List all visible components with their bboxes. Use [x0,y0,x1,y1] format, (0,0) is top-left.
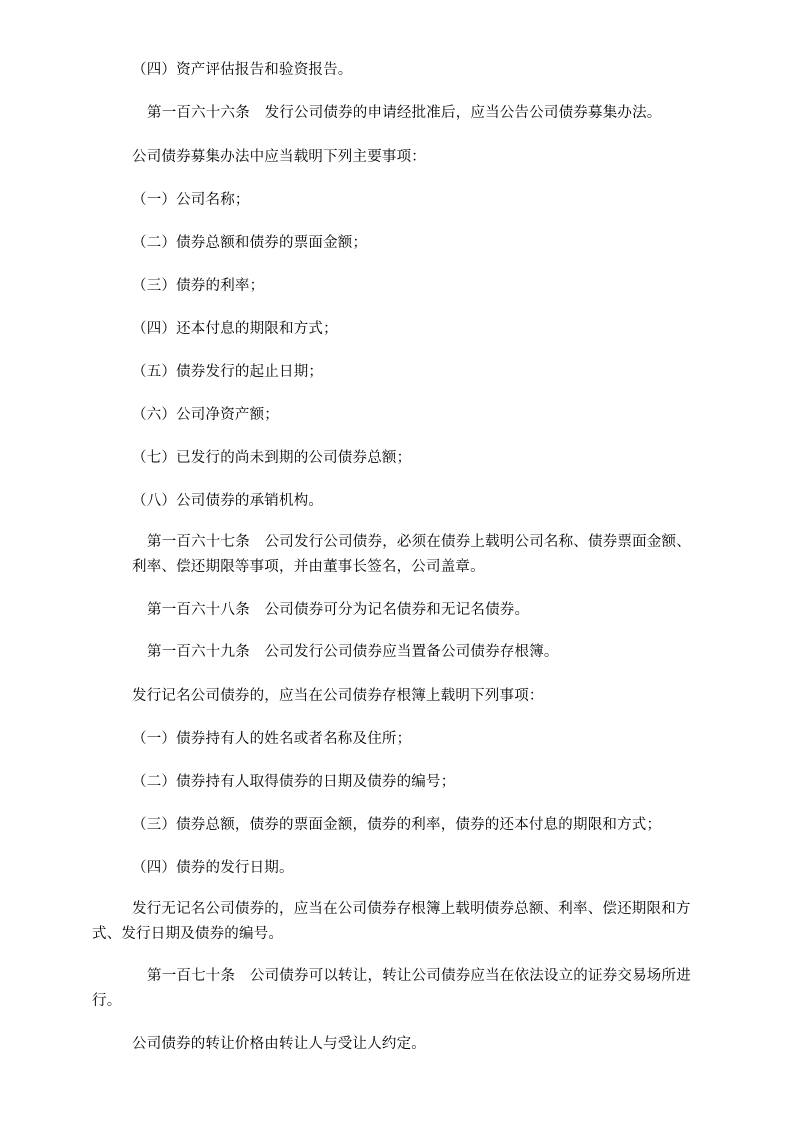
list-item: （三）债券总额，债券的票面金额，债券的利率，债券的还本付息的期限和方式； [132,817,662,833]
text-line: 公司债券的转让价格由转让人与受让人约定。 [132,1036,426,1052]
article-167-line-2: 利率、偿还期限等事项，并由董事长签名，公司盖章。 [132,559,485,575]
list-item: （一）债券持有人的姓名或者名称及住所； [132,731,412,747]
article-170-line-2: 行。 [92,993,122,1009]
list-item: （二）债券总额和债券的票面金额； [132,235,368,251]
article-167-line-1: 第一百六十七条 公司发行公司债券，必须在债券上载明公司名称、债券票面金额、 [147,534,691,550]
paragraph-line-1: 发行无记名公司债券的，应当在公司债券存根簿上载明债券总额、利率、偿还期限和方 [132,901,691,917]
article-170-line-1: 第一百七十条 公司债券可以转让，转让公司债券应当在依法设立的证券交易场所进 [147,968,691,984]
list-item: （六）公司净资产额； [132,407,279,423]
article-169: 第一百六十九条 公司发行公司债券应当置备公司债券存根簿。 [147,644,559,660]
list-item: （四）债券的发行日期。 [132,860,294,876]
paragraph-line-2: 式、发行日期及债券的编号。 [92,926,284,942]
text-line: 发行记名公司债券的，应当在公司债券存根簿上载明下列事项： [132,688,544,704]
list-item: （四）还本付息的期限和方式； [132,321,338,337]
list-item: （七）已发行的尚未到期的公司债券总额； [132,450,412,466]
list-item: （一）公司名称； [132,192,250,208]
article-168: 第一百六十八条 公司债券可分为记名债券和无记名债券。 [147,602,530,618]
list-item: （二）债券持有人取得债券的日期及债券的编号； [132,774,456,790]
article-166: 第一百六十六条 发行公司债券的申请经批准后，应当公告公司债券募集办法。 [147,105,662,121]
text-line: 公司债券募集办法中应当载明下列主要事项： [132,149,426,165]
text-line: （四）资产评估报告和验资报告。 [132,62,353,78]
list-item: （三）债券的利率； [132,278,265,294]
list-item: （八）公司债券的承销机构。 [132,493,324,509]
list-item: （五）债券发行的起止日期； [132,364,324,380]
